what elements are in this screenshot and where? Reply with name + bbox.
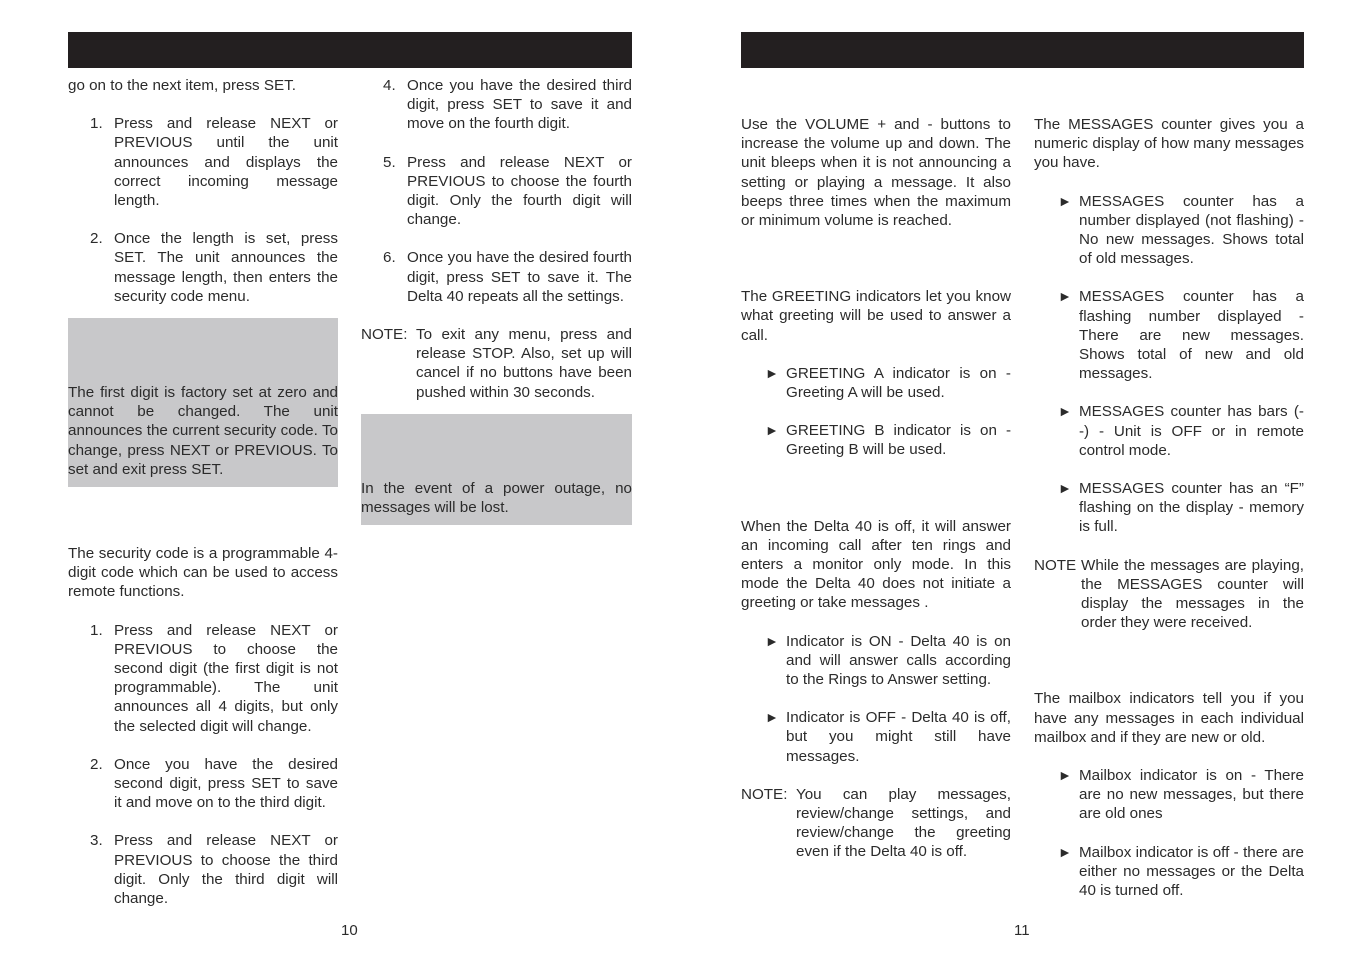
power-outage-text: In the event of a power outage, no messages will be lost. [361, 479, 632, 517]
tip-box-text: The first digit is factory set at zero and cannot be changed. The unit announces the current security code. To change, press NEXT or PREVIOUS. To set and exit press SET. [68, 384, 338, 478]
bullet-arrow-icon: ► [765, 422, 779, 439]
list-item: 4. Once you have the desired third digit, press SET to save it and move on the fourth digit. [383, 77, 632, 133]
note-label: NOTE: [361, 326, 408, 344]
list-item: ► Mailbox indicator is on - There are no new messages, but there are old ones [1058, 767, 1304, 823]
volume-text: Use the VOLUME + and - buttons to increase the volume up and down. The unit bleeps when it is not announcing a setting or playing a message. It also beeps three times when the maximum or minimum volume is reached. [741, 116, 1011, 230]
list-item: 6. Once you have the desired fourth digit, press SET to save it. The Delta 40 repeats all the settings. [383, 249, 632, 305]
note [1034, 556, 1304, 633]
list-item: ► Mailbox indicator is off - there are either no messages or the Delta 40 is turned off. [1058, 843, 1304, 900]
note [741, 785, 1011, 862]
note [361, 325, 632, 402]
bullet-arrow-icon: ► [765, 632, 779, 649]
list-item: 2. Once you have the desired second digit, press SET to save it and move on to the third digit. [90, 755, 338, 812]
list-item: 5. Press and release NEXT or PREVIOUS to choose the fourth digit. Only the fourth digit will change. [383, 153, 632, 229]
page-number: 11 [1014, 922, 1030, 939]
list-item: 3. Press and release NEXT or PREVIOUS to choose the third digit. Only the third digit will change. [90, 832, 338, 908]
power-outage-box [361, 414, 632, 525]
bullet-arrow-icon: ► [1058, 767, 1072, 784]
left-header-bar [68, 32, 632, 68]
bullet-arrow-icon: ► [1058, 192, 1072, 209]
right-column-1 [741, 115, 1011, 862]
right-header-bar [741, 32, 1304, 68]
note-label: NOTE [1034, 556, 1077, 574]
right-column-2 [1034, 115, 1304, 900]
list-item: ► GREETING A indicator is on - Greeting A will be used. [765, 364, 1011, 402]
list-item: ► MESSAGES counter has an “F” flashing on the display - memory is full. [1058, 480, 1304, 536]
list-item: ► Indicator is ON - Delta 40 is on and will answer calls according to the Rings to Answer setting. [765, 632, 1011, 689]
note-label: NOTE: [741, 785, 788, 803]
list-item: 1. Press and release NEXT or PREVIOUS to choose the second digit (the first digit is not programmable). The unit announces all 4 digits, but only the selected digit will change. [90, 621, 338, 735]
security-code-intro: The security code is a programmable 4-digit code which can be used to access remote functions. [68, 545, 338, 601]
intro-text: go on to the next item, press SET. [68, 77, 296, 94]
bullet-arrow-icon: ► [1058, 480, 1072, 497]
left-column-1 [68, 76, 338, 908]
list-item: ► MESSAGES counter has a flashing number displayed - There are new messages. Shows total of new and old messages. [1058, 288, 1304, 383]
greeting-text: The GREETING indicators let you know what greeting will be used to answer a call. [741, 288, 1011, 344]
list-item: ► Indicator is OFF - Delta 40 is off, but you might still have messages. [765, 709, 1011, 765]
bullet-arrow-icon: ► [1058, 843, 1072, 860]
mailbox-text: The mailbox indicators tell you if you have any messages in each individual mailbox and if they are new or old. [1034, 690, 1304, 746]
note-text: To exit any menu, press and release STOP. Also, set up will cancel if no buttons have been pushed within 30 seconds. [416, 326, 632, 401]
page-number: 10 [341, 922, 358, 939]
right-page [675, 0, 1350, 954]
messages-text: The MESSAGES counter gives you a numeric display of how many messages you have. [1034, 116, 1304, 172]
bullet-arrow-icon: ► [1058, 403, 1072, 420]
list-item: ► GREETING B indicator is on - Greeting B will be used. [765, 422, 1011, 459]
left-column-2 [361, 76, 632, 525]
list-item: ► MESSAGES counter has a number displayed (not flashing) - No new messages. Shows total of old messages. [1058, 192, 1304, 268]
security-code-tip-box [68, 318, 338, 487]
bullet-arrow-icon: ► [765, 709, 779, 726]
list-item: 2. Once the length is set, press SET. The unit announces the message length, then enters the security code menu. [90, 230, 338, 305]
list-item: ► MESSAGES counter has bars (--) - Unit is OFF or in remote control mode. [1058, 403, 1304, 459]
bullet-arrow-icon: ► [765, 364, 779, 381]
off-mode-text: When the Delta 40 is off, it will answer an incoming call after ten rings and enters a monitor only mode. In this mode the Delta 40 does not initiate a greeting or take messages . [741, 517, 1011, 612]
bullet-arrow-icon: ► [1058, 288, 1072, 305]
list-item: 1. Press and release NEXT or PREVIOUS until the unit announces and displays the correct incoming message length. [90, 115, 338, 210]
note-text: While the messages are playing, the MESSAGES counter will display the messages in the order they were received. [1081, 556, 1304, 632]
note-text: You can play messages, review/change settings, and review/change the greeting even if the Delta 40 is off. [796, 785, 1011, 861]
